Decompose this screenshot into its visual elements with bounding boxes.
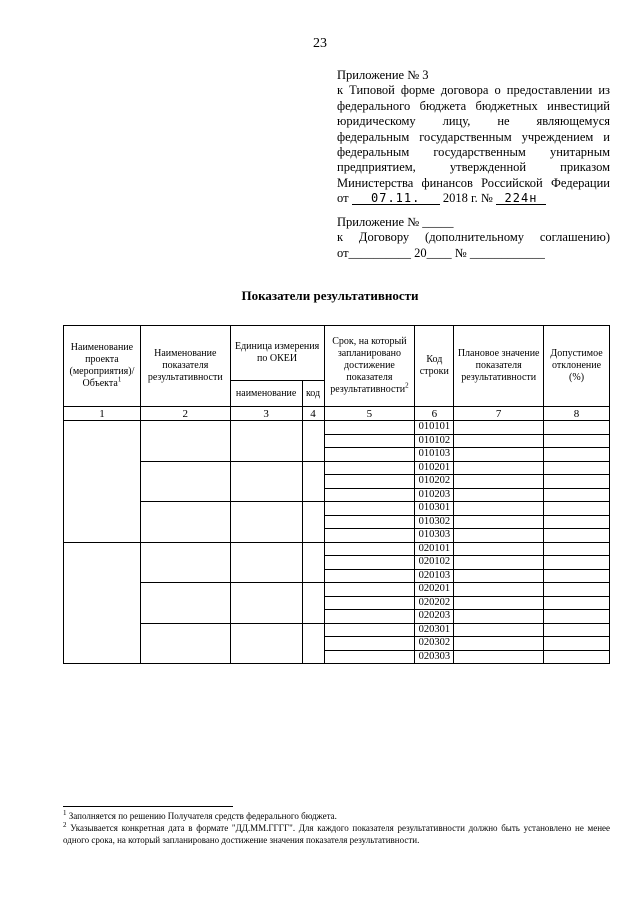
- project-cell: [64, 421, 141, 543]
- deadline-cell: [324, 515, 415, 529]
- row-code-cell: 020202: [415, 596, 454, 610]
- planned-value-cell: [454, 515, 544, 529]
- planned-value-cell: [454, 448, 544, 462]
- row-code-cell: 010203: [415, 488, 454, 502]
- row-code-cell: 020101: [415, 542, 454, 556]
- unit-name-cell: [230, 502, 302, 543]
- date-prefix: от: [337, 191, 349, 206]
- deviation-cell: [544, 529, 610, 543]
- planned-value-cell: [454, 637, 544, 651]
- deadline-cell: [324, 461, 415, 475]
- deadline-cell: [324, 421, 415, 435]
- row-code-cell: 010202: [415, 475, 454, 489]
- deviation-cell: [544, 502, 610, 516]
- row-code-cell: 020102: [415, 556, 454, 570]
- deviation-cell: [544, 515, 610, 529]
- header-unit-name: наименование: [230, 381, 302, 407]
- unit-name-cell: [230, 623, 302, 664]
- indicators-table: [63, 325, 610, 664]
- appendix-line: юридическому лицу, не являющемуся: [337, 114, 610, 129]
- appendix-line: федеральным государственным учреждением и: [337, 129, 610, 144]
- indicator-cell: [140, 421, 230, 462]
- row-code-cell: 010101: [415, 421, 454, 435]
- column-number: 4: [302, 407, 324, 421]
- indicator-cell: [140, 502, 230, 543]
- planned-value-cell: [454, 623, 544, 637]
- header-planned: Плановое значение показателя результативности: [454, 326, 544, 407]
- appendix-line: предприятием, утвержденной приказом: [337, 160, 610, 175]
- appendix-header: [337, 68, 610, 207]
- column-number: 5: [324, 407, 415, 421]
- deadline-cell: [324, 623, 415, 637]
- unit-code-cell: [302, 502, 324, 543]
- deadline-cell: [324, 475, 415, 489]
- planned-value-cell: [454, 583, 544, 597]
- deadline-cell: [324, 529, 415, 543]
- row-code-cell: 010302: [415, 515, 454, 529]
- planned-value-cell: [454, 421, 544, 435]
- planned-value-cell: [454, 542, 544, 556]
- indicator-cell: [140, 542, 230, 583]
- deviation-cell: [544, 650, 610, 664]
- deviation-cell: [544, 623, 610, 637]
- deviation-cell: [544, 569, 610, 583]
- table-body: [64, 407, 610, 664]
- appendix-line: Приложение № 3: [337, 68, 429, 82]
- column-number: 6: [415, 407, 454, 421]
- unit-code-cell: [302, 583, 324, 624]
- column-numbers-row: [64, 407, 610, 421]
- table-row: [64, 623, 610, 637]
- deviation-cell: [544, 610, 610, 624]
- column-number: 1: [64, 407, 141, 421]
- unit-code-cell: [302, 623, 324, 664]
- unit-name-cell: [230, 542, 302, 583]
- deadline-cell: [324, 542, 415, 556]
- deviation-cell: [544, 448, 610, 462]
- planned-value-cell: [454, 434, 544, 448]
- row-code-cell: 020301: [415, 623, 454, 637]
- table-row: [64, 421, 610, 435]
- deadline-cell: [324, 583, 415, 597]
- project-cell: [64, 542, 141, 664]
- deviation-cell: [544, 542, 610, 556]
- deadline-cell: [324, 448, 415, 462]
- indicator-cell: [140, 623, 230, 664]
- deadline-cell: [324, 556, 415, 570]
- year-text: 2018 г. №: [442, 191, 493, 206]
- deviation-cell: [544, 556, 610, 570]
- header-unit: Единица измерения по ОКЕИ: [230, 326, 324, 381]
- footnote-2: $^2$ Указывается конкретная дата в формате "ДД.ММ.ГГГГ". Для каждого показателя результативности должно быть установлено не менее одного срока, на который запланировано достижение значения показателя результативности.: [63, 821, 611, 845]
- row-code-cell: 010103: [415, 448, 454, 462]
- deviation-cell: [544, 475, 610, 489]
- planned-value-cell: [454, 529, 544, 543]
- deviation-cell: [544, 488, 610, 502]
- footnote-1: $^1$ Заполняется по решению Получателя средств федерального бюджета.: [63, 809, 337, 821]
- row-code-cell: 020203: [415, 610, 454, 624]
- planned-value-cell: [454, 461, 544, 475]
- approval-date-line: [337, 191, 610, 206]
- planned-value-cell: [454, 475, 544, 489]
- column-number: 8: [544, 407, 610, 421]
- deviation-cell: [544, 434, 610, 448]
- row-code-cell: 020103: [415, 569, 454, 583]
- indicator-cell: [140, 583, 230, 624]
- row-code-cell: 020302: [415, 637, 454, 651]
- deadline-cell: [324, 502, 415, 516]
- row-code-cell: 010303: [415, 529, 454, 543]
- deviation-cell: [544, 637, 610, 651]
- appendix-line: федерального бюджета бюджетных инвестиций: [337, 98, 610, 113]
- table-row: [64, 583, 610, 597]
- deadline-cell: [324, 569, 415, 583]
- appendix-blank-line: Приложение № _____: [337, 215, 454, 229]
- unit-code-cell: [302, 421, 324, 462]
- appendix-blank-line: от__________ 20____ № ____________: [337, 245, 545, 260]
- deviation-cell: [544, 461, 610, 475]
- header-indicator: Наименование показателя результативности: [140, 326, 230, 407]
- column-number: 3: [230, 407, 302, 421]
- row-code-cell: 010301: [415, 502, 454, 516]
- unit-code-cell: [302, 542, 324, 583]
- planned-value-cell: [454, 488, 544, 502]
- row-code-cell: 020201: [415, 583, 454, 597]
- table-row: [64, 461, 610, 475]
- unit-code-cell: [302, 461, 324, 502]
- deadline-cell: [324, 488, 415, 502]
- deviation-cell: [544, 583, 610, 597]
- row-code-cell: 010201: [415, 461, 454, 475]
- table-row: [64, 542, 610, 556]
- appendix-blank-block: [337, 215, 610, 261]
- deadline-cell: [324, 434, 415, 448]
- order-number: 224н: [496, 192, 546, 205]
- planned-value-cell: [454, 610, 544, 624]
- appendix-line: к Типовой форме договора о предоставлении из: [337, 83, 610, 98]
- indicator-cell: [140, 461, 230, 502]
- planned-value-cell: [454, 502, 544, 516]
- header-unit-code: код: [302, 381, 324, 407]
- row-code-cell: 010102: [415, 434, 454, 448]
- planned-value-cell: [454, 556, 544, 570]
- table-row: [64, 502, 610, 516]
- row-code-cell: 020303: [415, 650, 454, 664]
- page-number: 23: [313, 36, 327, 51]
- document-title: Показатели результативности: [241, 288, 419, 303]
- unit-name-cell: [230, 583, 302, 624]
- column-number: 2: [140, 407, 230, 421]
- unit-name-cell: [230, 421, 302, 462]
- planned-value-cell: [454, 650, 544, 664]
- deadline-cell: [324, 596, 415, 610]
- deadline-cell: [324, 610, 415, 624]
- appendix-line: федеральным государственным унитарным: [337, 145, 610, 160]
- footnotes: [63, 810, 610, 846]
- header-project: Наименование проекта (мероприятия)/ Объекта$^1$: [64, 326, 141, 407]
- appendix-blank-line: к Договору (дополнительному соглашению): [337, 230, 610, 245]
- header-row-code: Код строки: [415, 326, 454, 407]
- appendix-line: Министерства финансов Российской Федерации: [337, 175, 610, 190]
- deviation-cell: [544, 596, 610, 610]
- header-deadline: Срок, на который запланировано достижение показателя результативности$^2$: [324, 326, 415, 407]
- header-deviation: Допустимое отклонение (%): [544, 326, 610, 407]
- deadline-cell: [324, 637, 415, 651]
- planned-value-cell: [454, 569, 544, 583]
- date-value: 07.11.: [352, 192, 440, 205]
- deviation-cell: [544, 421, 610, 435]
- column-number: 7: [454, 407, 544, 421]
- planned-value-cell: [454, 596, 544, 610]
- deadline-cell: [324, 650, 415, 664]
- unit-name-cell: [230, 461, 302, 502]
- footnote-separator: [63, 806, 233, 807]
